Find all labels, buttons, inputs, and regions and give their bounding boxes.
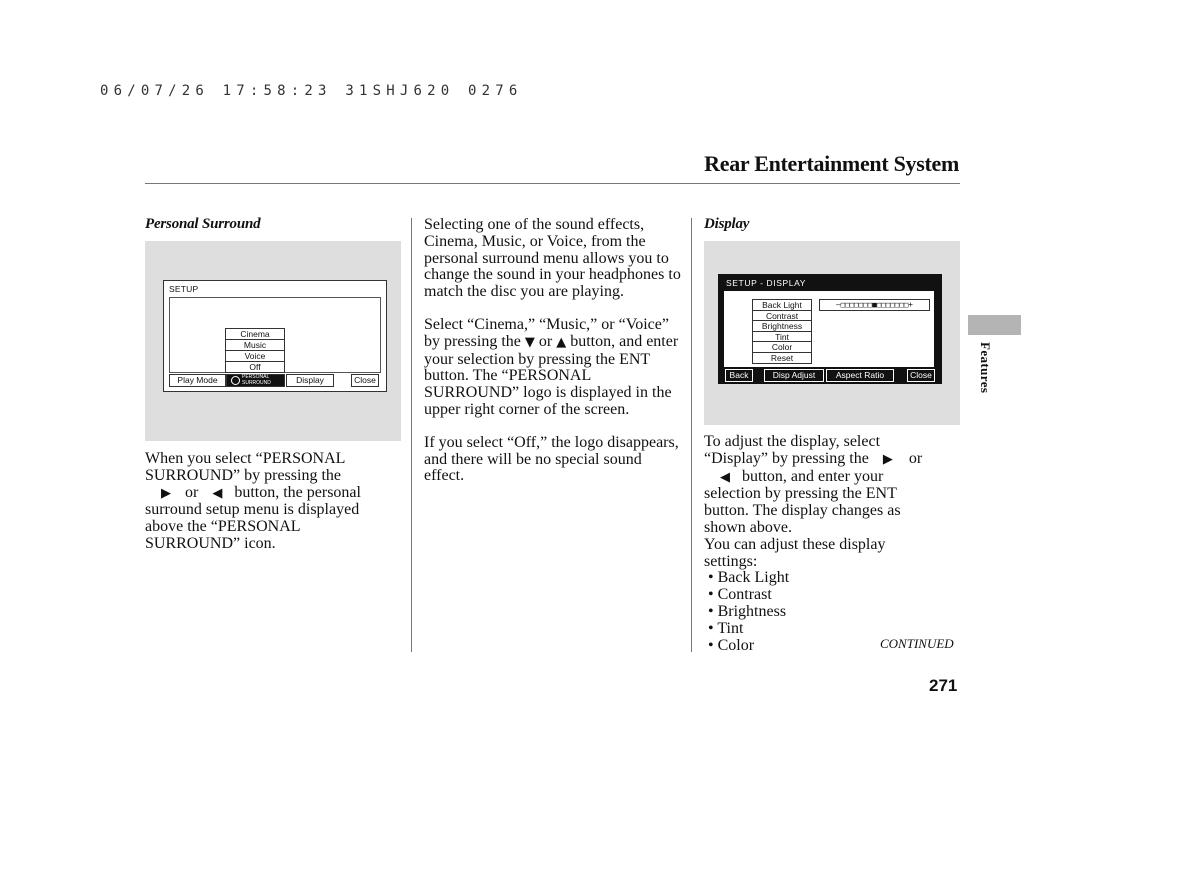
list-item: • Brightness [708, 602, 787, 620]
personal-surround-screen [163, 280, 387, 392]
display-setup-screen [718, 274, 942, 384]
continued-note: CONTINUED [880, 636, 954, 651]
section-heading-display: Display [704, 216, 750, 232]
page-number: 271 [929, 676, 958, 695]
section-heading-personal-surround: Personal Surround [145, 216, 261, 232]
column-divider-1 [411, 218, 412, 652]
text-line: settings: [704, 552, 758, 570]
surround-label: SURROUND [242, 379, 271, 386]
or-word: or [908, 449, 923, 467]
text-line: SURROUND” by pressing the [145, 466, 341, 484]
left-arrow-icon: ◀ [720, 469, 730, 485]
surround-logo-icon [231, 376, 240, 385]
text-line [704, 469, 966, 487]
play-mode-button[interactable]: Play Mode [169, 374, 226, 387]
text-line: When you select “PERSONAL [145, 450, 346, 467]
paragraph-select-effect [424, 317, 682, 419]
menu-item-tint[interactable]: Tint [753, 332, 811, 343]
close-button[interactable]: Close [351, 374, 379, 387]
or-word: or [185, 483, 199, 501]
right-arrow-icon: ▶ [882, 451, 893, 467]
close-button[interactable]: Close [907, 369, 935, 382]
menu-item-off[interactable]: Off [249, 362, 261, 372]
aspect-ratio-button[interactable]: Aspect Ratio [826, 369, 894, 382]
text-line: above the “PERSONAL [145, 518, 301, 536]
text-fragment: button, and enter your [742, 467, 884, 485]
paragraph-sound-effects: Selecting one of the sound effects, Cinema, Music, or Voice, from the personal surround menu allows you to change the sound in your headphones to match the disc you are playing. [424, 216, 681, 301]
text-fragment: button, the personal [234, 483, 361, 501]
section-tab-label: Features [978, 342, 993, 394]
menu-item-voice[interactable]: Voice [226, 351, 284, 362]
display-instructions [704, 434, 966, 654]
up-arrow-icon: ▲ [556, 334, 567, 350]
list-item: • Contrast [708, 586, 772, 604]
personal-surround-button[interactable] [226, 374, 285, 387]
personal-surround-instructions [145, 451, 407, 553]
text-line: shown above. [704, 518, 792, 536]
menu-item-cinema[interactable]: Cinema [226, 329, 284, 340]
list-item: • Tint [708, 619, 744, 637]
text-line [704, 451, 966, 469]
text-fragment: button, and enter your selection by pressing the ENT button. The “PERSONAL SURROUND” logo is displayed in the upper right corner of the screen. [424, 332, 679, 418]
menu-item-back-light[interactable]: Back Light [753, 300, 811, 311]
screen-title: SETUP [169, 284, 199, 294]
section-tab [968, 315, 1021, 335]
back-light-slider[interactable]: –□□□□□□□■□□□□□□□+ [819, 299, 930, 311]
menu-item-color[interactable]: Color [753, 342, 811, 353]
title-rule [145, 183, 960, 184]
list-item: • Back Light [708, 569, 790, 587]
screen-panel [724, 291, 934, 367]
down-arrow-icon: ▼ [524, 334, 535, 350]
display-menu [752, 299, 812, 364]
text-line: button. The display changes as [704, 502, 901, 520]
paragraph-off-setting: If you select “Off,” the logo disappears, and there will be no special sound effect. [424, 433, 679, 485]
text-line: SURROUND” icon. [145, 534, 276, 552]
surround-menu [225, 328, 285, 373]
text-line [145, 485, 407, 503]
list-item: • Color [708, 636, 755, 654]
print-stamp: 06/07/26 17:58:23 31SHJ620 0276 [100, 83, 523, 99]
text-fragment: “Display” by pressing the [704, 449, 869, 467]
screen-title: SETUP - DISPLAY [726, 278, 807, 288]
text-fragment: Select “Cinema,” “Music,” or “Voice” by pressing the [424, 315, 669, 350]
or-word: or [538, 332, 553, 350]
menu-item-reset[interactable]: Reset [770, 352, 794, 363]
personal-label: PERSONAL [242, 374, 270, 380]
column-divider-2 [691, 218, 692, 652]
text-line: You can adjust these display [704, 535, 886, 553]
disp-adjust-button[interactable]: Disp Adjust [764, 369, 824, 382]
right-arrow-icon: ▶ [161, 485, 171, 501]
menu-item-music[interactable]: Music [226, 340, 284, 351]
left-arrow-icon: ◀ [212, 485, 223, 501]
surround-effects-text [424, 217, 682, 501]
back-button[interactable]: Back [725, 369, 753, 382]
display-button[interactable]: Display [286, 374, 334, 387]
page-title: Rear Entertainment System [704, 151, 959, 176]
menu-item-brightness[interactable]: Brightness [753, 321, 811, 332]
text-line: selection by pressing the ENT [704, 485, 897, 503]
menu-item-contrast[interactable]: Contrast [753, 311, 811, 322]
text-line: To adjust the display, select [704, 433, 881, 450]
text-line: surround setup menu is displayed [145, 501, 360, 519]
